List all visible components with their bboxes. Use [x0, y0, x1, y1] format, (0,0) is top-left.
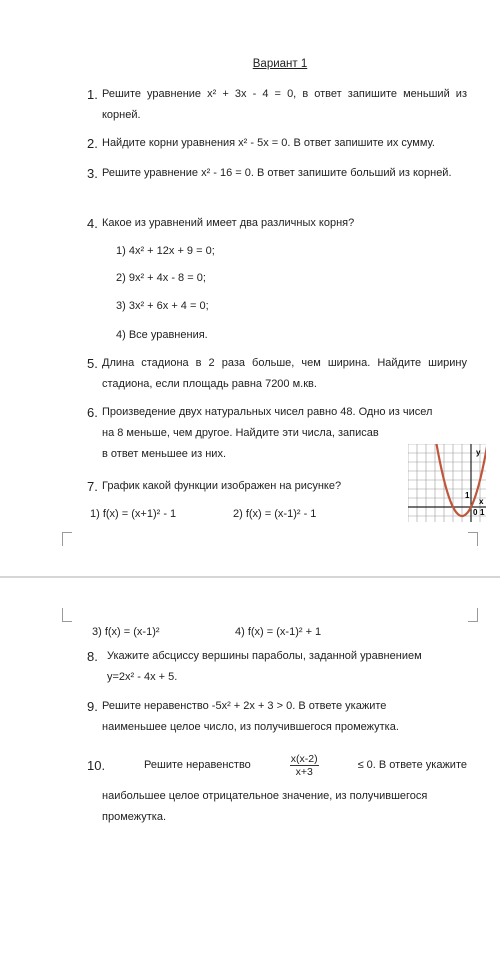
- task-text: Найдите корни уравнения x² - 5x = 0. В ответ запишите их сумму.: [102, 137, 435, 149]
- graph-svg: [408, 444, 486, 522]
- task-10: [87, 750, 467, 828]
- task-tail: ≤ 0. В ответе укажите: [357, 758, 467, 771]
- task-7: [87, 476, 387, 497]
- task-4-option-3: 3) 3x² + 6x + 4 = 0;: [116, 300, 209, 312]
- y-axis-label: y: [476, 448, 481, 457]
- task-text-line-3: в ответ меньшее из них.: [102, 448, 227, 460]
- task-text-line-3: промежутка.: [102, 811, 166, 823]
- task-number: 7.: [87, 479, 98, 494]
- task-4: [87, 213, 467, 234]
- task-5: [87, 353, 467, 395]
- task-text: Решите уравнение x² - 16 = 0. В ответ запишите больший из корней.: [102, 167, 452, 179]
- task-text-line-2: y=2x² - 4x + 5.: [107, 671, 178, 683]
- fraction-numerator: x(x-2): [290, 752, 318, 765]
- task-lead: Решите неравенство: [144, 758, 251, 771]
- task-7-option-1: 1) f(x) = (x+1)² - 1: [90, 508, 177, 520]
- task-text-line-1: Произведение двух натуральных чисел равно 48. Одно из чисел: [102, 406, 433, 418]
- page-corner-mark: [468, 532, 478, 546]
- task-text: Решите уравнение x² + 3x - 4 = 0, в ответ запишите меньший из корней.: [102, 88, 467, 121]
- y-tick-1: 1: [465, 491, 470, 500]
- task-text-line-2: на 8 меньше, чем другое. Найдите эти числа, записав: [102, 427, 379, 439]
- task-number: 9.: [87, 699, 98, 714]
- task-8: [87, 646, 469, 688]
- task-10-line-1: [87, 750, 467, 780]
- task-number: 3.: [87, 166, 98, 181]
- task-number: 4.: [87, 216, 98, 231]
- task-1: [87, 84, 467, 126]
- fraction-denominator: x+3: [295, 765, 313, 778]
- task-text-line-1: Решите неравенство -5x² + 2x + 3 > 0. В ответе укажите: [102, 700, 387, 712]
- x-axis-label: x: [479, 497, 484, 506]
- task-number: 5.: [87, 356, 98, 371]
- task-number: 8.: [87, 649, 98, 664]
- task-number: 1.: [87, 87, 98, 102]
- worksheet-page-2: [0, 578, 500, 974]
- page-corner-mark: [62, 608, 72, 622]
- task-number: 6.: [87, 405, 98, 420]
- task-7-option-3: 3) f(x) = (x-1)²: [92, 626, 160, 638]
- variant-title: Вариант 1: [252, 58, 308, 70]
- page-corner-mark: [62, 532, 72, 546]
- task-text-line-2: наибольшее целое отрицательное значение, из получившегося: [102, 790, 428, 802]
- task-3: [87, 163, 467, 184]
- task-4-option-4: 4) Все уравнения.: [116, 329, 208, 341]
- parabola-graph: [408, 444, 486, 522]
- task-4-option-2: 2) 9x² + 4x - 8 = 0;: [116, 272, 206, 284]
- task-text-line-1: Укажите абсциссу вершины параболы, заданной уравнением: [107, 650, 422, 662]
- task-text: График какой функции изображен на рисунке?: [102, 480, 342, 492]
- task-7-option-4: 4) f(x) = (x-1)² + 1: [235, 626, 322, 638]
- task-number: 2.: [87, 136, 98, 151]
- fraction: [290, 753, 319, 778]
- task-9: [87, 696, 467, 738]
- task-7-option-2: 2) f(x) = (x-1)² - 1: [233, 508, 317, 520]
- task-text-line-2: наименьшее целое число, из получившегося промежутка.: [102, 721, 399, 733]
- page-corner-mark: [468, 608, 478, 622]
- task-4-option-1: 1) 4x² + 12x + 9 = 0;: [116, 245, 215, 257]
- task-text: Длина стадиона в 2 раза больше, чем ширина. Найдите ширину стадиона, если площадь равна 7200 м.кв.: [102, 357, 467, 390]
- task-text: Какое из уравнений имеет два различных корня?: [102, 217, 355, 229]
- task-number: 10.: [87, 757, 106, 773]
- x-tick-1: 1: [480, 508, 485, 517]
- origin-label: 0: [473, 508, 478, 517]
- task-2: [87, 133, 467, 154]
